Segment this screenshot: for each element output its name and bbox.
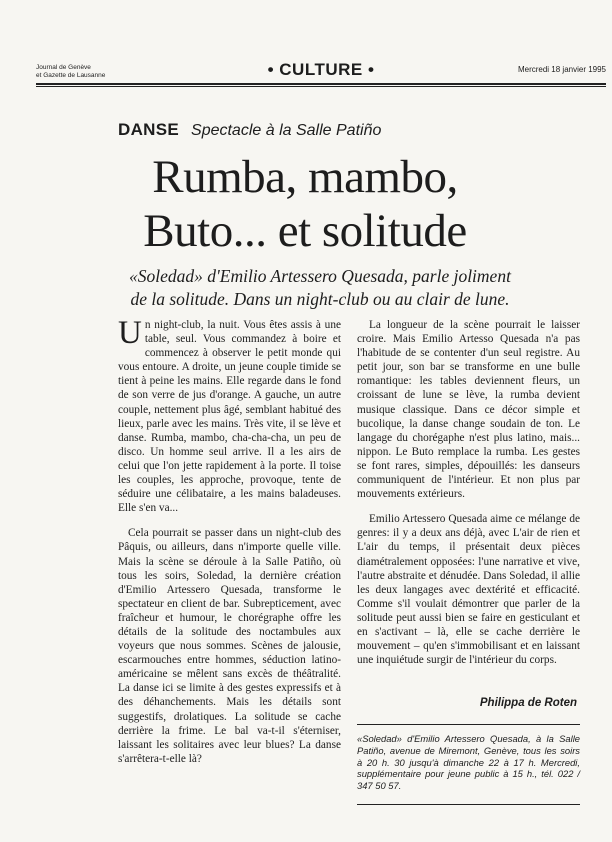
kicker — [118, 120, 381, 140]
article-paragraph: La longueur de la scène pourrait le laisser croire. Mais Emilio Artesso Quesada n'a pas l'habitude de se contenter d'un seul registre. Au petit jour, son bar se transforme en une bulle romantique: les tables deviennent fleurs, un croissant de lune se lève, la rumba devient musique classique. Dans ce décor simple et bucolique, la danse change soudain de ton. Le langage du chorégaphe n'est plus latino, mais... nippon. Le Buto remplace la rumba. Les gestes se font rares, simples, dépouillés: les danseurs communiquent de l'intérieur. Et non plus par mouvements extérieurs. — [357, 319, 580, 501]
byline: Philippa de Roten — [479, 697, 577, 709]
event-info-box: «Soledad» d'Emilio Artessero Quesada, à la Salle Patiño, avenue de Miremont, Genève, tous les soirs à 20 h. 30 jusqu'à dimanche 22 à 17 h. Mercredi, supplémentaire pour jeune public à 15 h., tél. 022 / 347 50 57. — [357, 733, 580, 792]
infobox-rule-top — [357, 724, 580, 725]
deck-line-1: «Soledad» d'Emilio Artessero Quesada, parle joliment — [129, 266, 511, 286]
article-paragraph: Emilio Artessero Quesada aime ce mélange de genres: il y a deux ans déjà, avec L'air de rien et L'air du temps, il présentait deux pièces diamétralement opposées: l'une narrative et vive, l'autre abstraite et dénudée. Dans Soledad, il allie les deux langages avec dextérité et efficacité. Comme s'il voulait démontrer que parler de la solitude peut aussi bien se faire en gesticulant et en s'activant – là, elle se cache derrière le mouvement – qu'en s'immobilisant et en laissant une inquiétude surgir de l'intérieur du corps. — [357, 513, 580, 667]
paragraph-text: n night-club, la nuit. Vous êtes assis à une table, seul. Vous commandez à boire et commencez à observer le petit monde qui vous entoure. A droite, un jeune couple timide se tient à peine les mains. Elle regarde dans le fond de son verre de jus d'orange. A gauche, un autre couple, nettement plus âgé, semblant habitué des lieux, parle avec les mains. Très vite, il se lève et danse. Rumba, mambo, cha-cha-cha, un peu de disco. Un homme seul arrive. Il a les airs de celui que l'on jette rapidement à la porte. Il toise les couples, les approche, provoque, tente de séduire une célibataire, a les mains baladeuses. Elle s'en va... — [118, 319, 341, 515]
headline-line-1: Rumba, mambo, — [152, 151, 458, 203]
headline-line-2: Buto... et solitude — [143, 205, 467, 257]
article-paragraph: Cela pourrait se passer dans un night-club des Pâquis, ou ailleurs, dans n'importe quelle ville. Mais la scène se déroule à la Salle Patiño, où tous les soirs, Soledad, la dernière création d'Emilio Artessero Quesada, transforme le spectateur en client de bar. Subrepticement, avec fraîcheur et humour, le chorégraphe offre les détails de la solitude des noctambules aux voyeurs que nous sommes. Scènes de jalousie, escarmouches entre hommes, séduction latino-américaine se mêlent sans excès de théâtralité. La danse ici se limite à des gestes expressifs et à des déhanchements. Mais les détails sont suggestifs, drolatiques. La solitude se cache derrière la frime. Le bal va-t-il s'éterniser, laissant les solitaires avec leur blues? La danse s'arrêtera-t-elle là? — [118, 527, 341, 765]
kicker-label: DANSE — [118, 120, 180, 139]
infobox-rule-bottom — [357, 804, 580, 805]
section-title: • CULTURE • — [267, 60, 375, 79]
drop-cap: U — [118, 315, 142, 351]
article-paragraph — [118, 315, 341, 515]
newspaper-name-line1: Journal de Genève — [36, 64, 91, 71]
article-column-left — [118, 315, 341, 777]
masthead-rule-thick — [36, 83, 606, 85]
deck-line-2: de la solitude. Dans un night-club ou au clair de lune. — [130, 289, 510, 309]
article-column-right — [357, 318, 580, 678]
issue-date: Mercredi 18 janvier 1995 — [517, 65, 606, 74]
kicker-text: Spectacle à la Salle Patiño — [191, 122, 382, 139]
masthead-rule-thin — [36, 86, 606, 87]
newspaper-name-line2: et Gazette de Lausanne — [36, 71, 106, 79]
masthead — [36, 60, 606, 82]
